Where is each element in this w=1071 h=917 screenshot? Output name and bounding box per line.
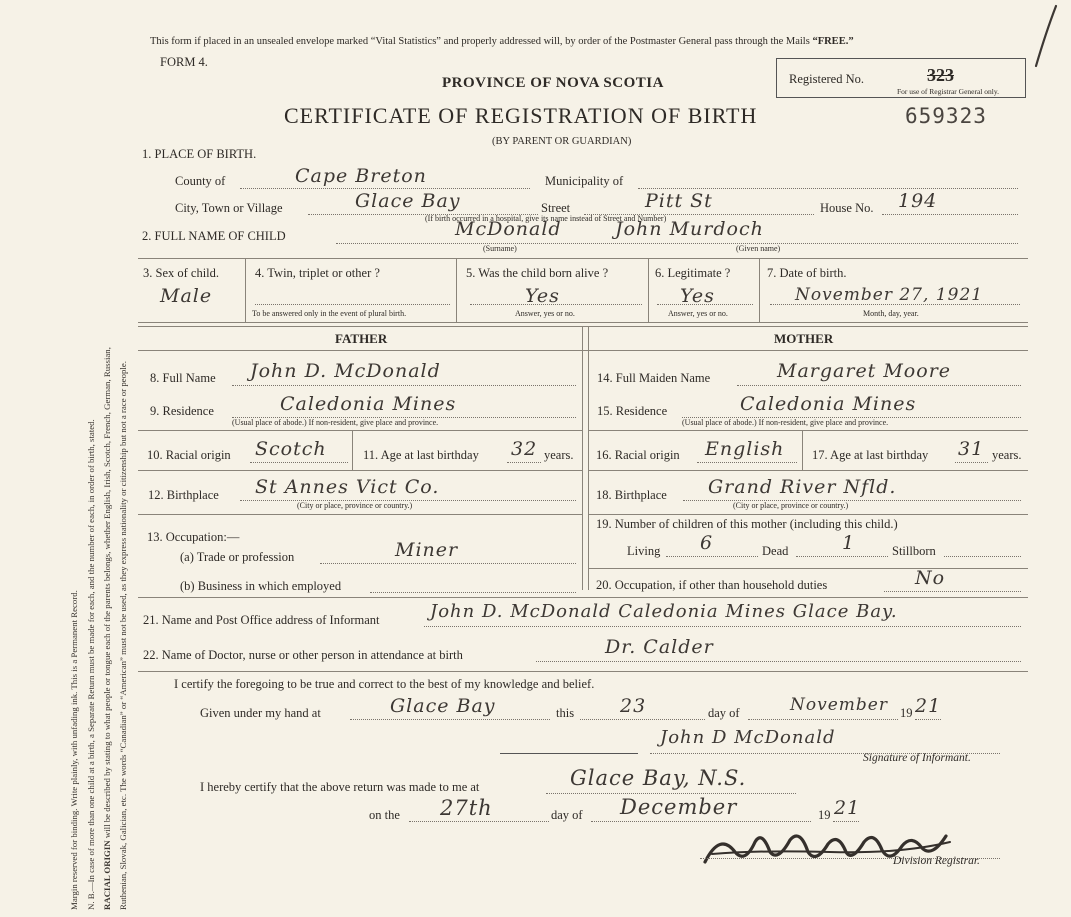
- certificate-subtitle: (BY PARENT OR GUARDIAN): [492, 136, 632, 147]
- given-place-value: Glace Bay: [390, 695, 496, 717]
- hospital-note: (If birth occurred in a hospital, give its name instead of Street and Number): [425, 214, 667, 223]
- mother-living-value: 6: [700, 532, 714, 554]
- father-residence-value: Caledonia Mines: [280, 393, 457, 415]
- year-prefix: 19: [900, 706, 913, 720]
- mother-dead-label: Dead: [762, 544, 789, 558]
- street-label: Street: [541, 201, 571, 215]
- doctor-label: 22. Name of Doctor, nurse or other person in attendance at birth: [143, 648, 463, 662]
- informant-value: John D. McDonald Caledonia Mines Glace Bay.: [430, 601, 898, 622]
- return-place-value: Glace Bay, N.S.: [570, 766, 747, 790]
- father-trade-label: (a) Trade or profession: [180, 550, 295, 564]
- father-birthplace-note: (City or place, province or country.): [297, 501, 413, 510]
- county-value: Cape Breton: [295, 165, 427, 187]
- given-under-label: Given under my hand at: [200, 706, 321, 720]
- reg-month-value: December: [620, 795, 738, 819]
- mother-birthplace-label: 18. Birthplace: [596, 488, 667, 502]
- given-caption: (Given name): [736, 244, 781, 253]
- mother-residence-note: (Usual place of abode.) If non-resident, give place and province.: [682, 418, 889, 427]
- sex-label: 3. Sex of child.: [143, 266, 220, 280]
- county-label: County of: [175, 174, 226, 188]
- mother-birthplace-value: Grand River Nfld.: [708, 476, 897, 498]
- informant-signature: John D McDonald: [660, 727, 836, 748]
- mother-age-years: years.: [992, 448, 1022, 462]
- mother-residence-value: Caledonia Mines: [740, 393, 917, 415]
- alive-label: 5. Was the child born alive ?: [466, 266, 609, 280]
- reg-year-value: 21: [834, 797, 861, 819]
- municipality-label: Municipality of: [545, 174, 624, 188]
- legitimate-value: Yes: [680, 285, 715, 307]
- stamped-number: 659323: [905, 104, 987, 128]
- mother-occupation-value: No: [915, 567, 946, 589]
- margin-note-racial-origin-bold: RACIAL ORIGIN: [102, 840, 112, 910]
- city-value: Glace Bay: [355, 190, 461, 212]
- mother-stillborn-label: Stillborn: [892, 544, 936, 558]
- father-residence-label: 9. Residence: [150, 404, 214, 418]
- reg-day-of-label: day of: [551, 808, 583, 822]
- registrar-label: Division Registrar.: [893, 855, 980, 867]
- mail-notice: [150, 36, 854, 47]
- mail-notice-text: This form if placed in an unsealed envelope marked “Vital Statistics” and properly addressed will, by order of the Postmaster General pass through the Mails: [150, 36, 810, 47]
- birth-date-value: November 27, 1921: [795, 285, 984, 305]
- alive-value: Yes: [525, 285, 560, 307]
- place-of-birth-heading: 1. PLACE OF BIRTH.: [142, 147, 257, 161]
- year-value: 21: [915, 695, 942, 717]
- father-racial-label: 10. Racial origin: [147, 448, 231, 462]
- alive-note: Answer, yes or no.: [515, 309, 575, 318]
- check-mark-icon: [1022, 2, 1062, 72]
- father-age-label: 11. Age at last birthday: [363, 448, 479, 462]
- mail-free: “FREE.”: [812, 36, 854, 47]
- father-heading: FATHER: [335, 331, 388, 346]
- registered-label: Registered No.: [789, 72, 864, 86]
- mother-children-label: 19. Number of children of this mother (including this child.): [596, 517, 898, 531]
- father-name-value: John D. McDonald: [250, 360, 441, 382]
- sex-value: Male: [160, 285, 213, 307]
- on-the-label: on the: [369, 808, 400, 822]
- day-of-label: day of: [708, 706, 740, 720]
- street-value: Pitt St: [645, 190, 713, 212]
- legitimate-label: 6. Legitimate ?: [655, 266, 731, 280]
- surname-caption: (Surname): [483, 244, 517, 253]
- reg-year-prefix: 19: [818, 808, 831, 822]
- this-label: this: [556, 706, 575, 720]
- margin-note-binding: Margin reserved for binding. Write plainly, with unfading ink. This is a Permanent Record.: [69, 590, 79, 910]
- father-business-label: (b) Business in which employed: [180, 579, 342, 593]
- father-residence-note: (Usual place of abode.) If non-resident, give place and province.: [232, 418, 439, 427]
- margin-note-multiple-births: N. B.—In case of more than one child at a birth, a Separate Return must be made for each, and the number of each, in order of birth, stated.: [86, 419, 96, 910]
- mother-heading: MOTHER: [774, 331, 834, 346]
- mother-birthplace-note: (City or place, province or country.): [733, 501, 849, 510]
- margin-note-racial-origin: [102, 347, 112, 910]
- mother-name-value: Margaret Moore: [777, 360, 952, 382]
- mother-racial-label: 16. Racial origin: [596, 448, 680, 462]
- father-birthplace-value: St Annes Vict Co.: [255, 476, 440, 498]
- registered-box: [776, 58, 1026, 98]
- father-age-value: 32: [511, 438, 538, 460]
- twin-note: To be answered only in the event of plural birth.: [252, 309, 407, 318]
- father-racial-value: Scotch: [255, 438, 327, 460]
- child-given-name: John Murdoch: [615, 218, 764, 240]
- father-age-years: years.: [544, 448, 574, 462]
- registered-note: For use of Registrar General only.: [897, 87, 999, 96]
- mother-residence-label: 15. Residence: [597, 404, 668, 418]
- signature-label: Signature of Informant.: [863, 752, 971, 764]
- father-occupation-label: 13. Occupation:—: [147, 530, 240, 544]
- mother-dead-value: 1: [842, 532, 856, 554]
- birth-date-note: Month, day, year.: [863, 309, 919, 318]
- mother-age-label: 17. Age at last birthday: [812, 448, 929, 462]
- mother-living-label: Living: [627, 544, 661, 558]
- day-value: 23: [620, 695, 647, 717]
- birth-date-label: 7. Date of birth.: [767, 266, 847, 280]
- form-number: FORM 4.: [160, 55, 208, 69]
- father-trade-value: Miner: [395, 539, 459, 561]
- certificate-title: CERTIFICATE OF REGISTRATION OF BIRTH: [284, 103, 758, 128]
- registered-value: 323: [927, 65, 954, 85]
- margin-note-racial-origin-text: will be described by stating to what people or tongue each of the parents belongs, whether English, Irish, Scotch, French, German, Russian,: [102, 347, 112, 841]
- house-label: House No.: [820, 201, 874, 215]
- legitimate-note: Answer, yes or no.: [668, 309, 728, 318]
- city-label: City, Town or Village: [175, 201, 283, 215]
- doctor-value: Dr. Calder: [605, 636, 714, 658]
- mother-racial-value: English: [705, 438, 785, 460]
- mother-age-value: 31: [958, 438, 985, 460]
- reg-day-value: 27th: [440, 796, 493, 820]
- month-value: November: [790, 695, 888, 715]
- return-label: I hereby certify that the above return was made to me at: [200, 780, 480, 794]
- house-value: 194: [898, 190, 938, 212]
- province-heading: PROVINCE OF NOVA SCOTIA: [442, 75, 664, 91]
- child-name-label: 2. FULL NAME OF CHILD: [142, 229, 286, 243]
- mother-name-label: 14. Full Maiden Name: [597, 371, 711, 385]
- margin-note-nationality: Ruthenian, Slovak, Galician, etc. The words “Canadian” or “American” must not be used, as they express nationality or citizenship but not a race or people.: [118, 361, 128, 910]
- certify-statement: I certify the foregoing to be true and correct to the best of my knowledge and belief.: [174, 677, 595, 691]
- informant-label: 21. Name and Post Office address of Informant: [143, 613, 380, 627]
- father-name-label: 8. Full Name: [150, 371, 216, 385]
- mother-occupation-label: 20. Occupation, if other than household duties: [596, 578, 828, 592]
- twin-label: 4. Twin, triplet or other ?: [255, 266, 380, 280]
- child-surname: McDonald: [455, 218, 562, 240]
- father-birthplace-label: 12. Birthplace: [148, 488, 219, 502]
